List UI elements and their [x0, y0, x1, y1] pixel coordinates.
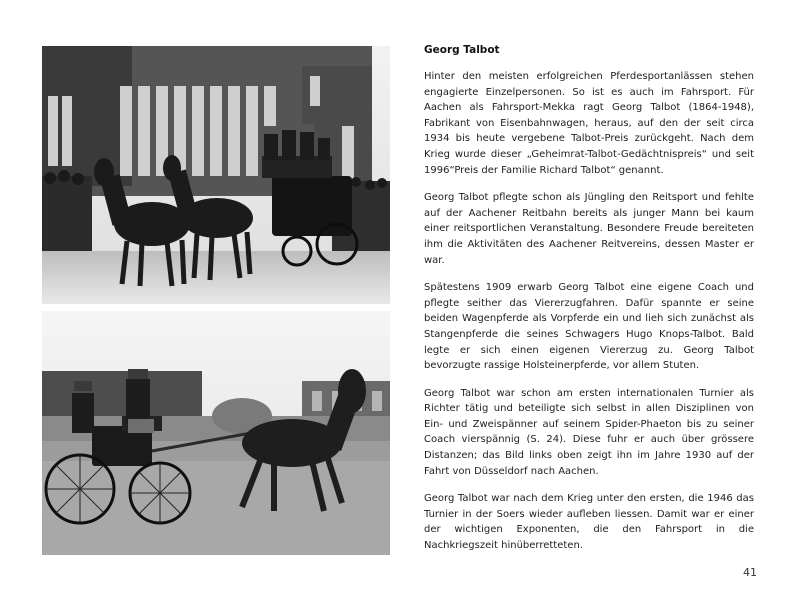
phaeton-photo-illustration — [42, 311, 390, 555]
coach-four-in-hand-photo — [42, 46, 390, 304]
article-text-column — [424, 42, 754, 566]
phaeton-single-horse-photo — [42, 311, 390, 555]
article-paragraph-3: Spätestens 1909 erwarb Georg Talbot eine eigene Coach und pflegte seither das Viererzugfahren. Dafür spannte er seine beiden Wagenpferde als Vorpferde ein und lieh sich zunächst als Stangenpferde die seines Schwagers Hugo Knops-Talbot. Bald legte er sich einen eigenen Viererzug zu. Georg Talbot bevorzugte rassige Holsteinerpferde, vor allem Stuten. — [424, 282, 754, 372]
coach-photo-illustration — [42, 46, 390, 304]
article-paragraph-5: Georg Talbot war nach dem Krieg unter den ersten, die 1946 das Turnier in der Soers wieder aufleben liessen. Damit war er einer der wichtigen Exponenten, die den Fahrsport in die Nachkriegszeit hinüberretteten. — [424, 493, 754, 552]
article-paragraph-2: Georg Talbot pflegte schon als Jüngling den Reitsport und fehlte auf der Aachener Reitbahn bereits als junger Mann bei kaum einer reitsportlichen Veranstaltung. Besondere Freude bereiteten ihm die Aktivitäten des Aachener Reitvereins, dessen Master er war. — [424, 192, 754, 266]
article-heading: Georg Talbot — [424, 44, 500, 56]
article-paragraph-4: Georg Talbot war schon am ersten internationalen Turnier als Richter tätig und beteiligte sich selbst in allen Disziplinen von Ein- und Zweispänner auf seinem Spider-Phaeton bis zu seiner Coach vierspännig (S. 24). Diese fuhr er auch über grössere Distanzen; das Bild links oben zeigt ihn im Jahre 1930 auf der Fahrt von Düsseldorf nach Aachen. — [424, 387, 754, 477]
page-number: 41 — [743, 566, 757, 579]
article-paragraph-1: Hinter den meisten erfolgreichen Pferdesportanlässen stehen engagierte Einzelpersonen. So ist es auch im Fahrsport. Für Aachen als Fahrsport-Mekka ragt Georg Talbot (1864-1948), Fabrikant von Eisenbahnwagen, heraus, auf den der seit circa 1934 bis heute vergebene Talbot-Preis zurückgeht. Nach dem Krieg wurde dieser „Geheimrat-Talbot-Gedächtnispreis“ und seit 1996“Preis der Familie Richard Talbot“ genannt. — [424, 71, 754, 176]
